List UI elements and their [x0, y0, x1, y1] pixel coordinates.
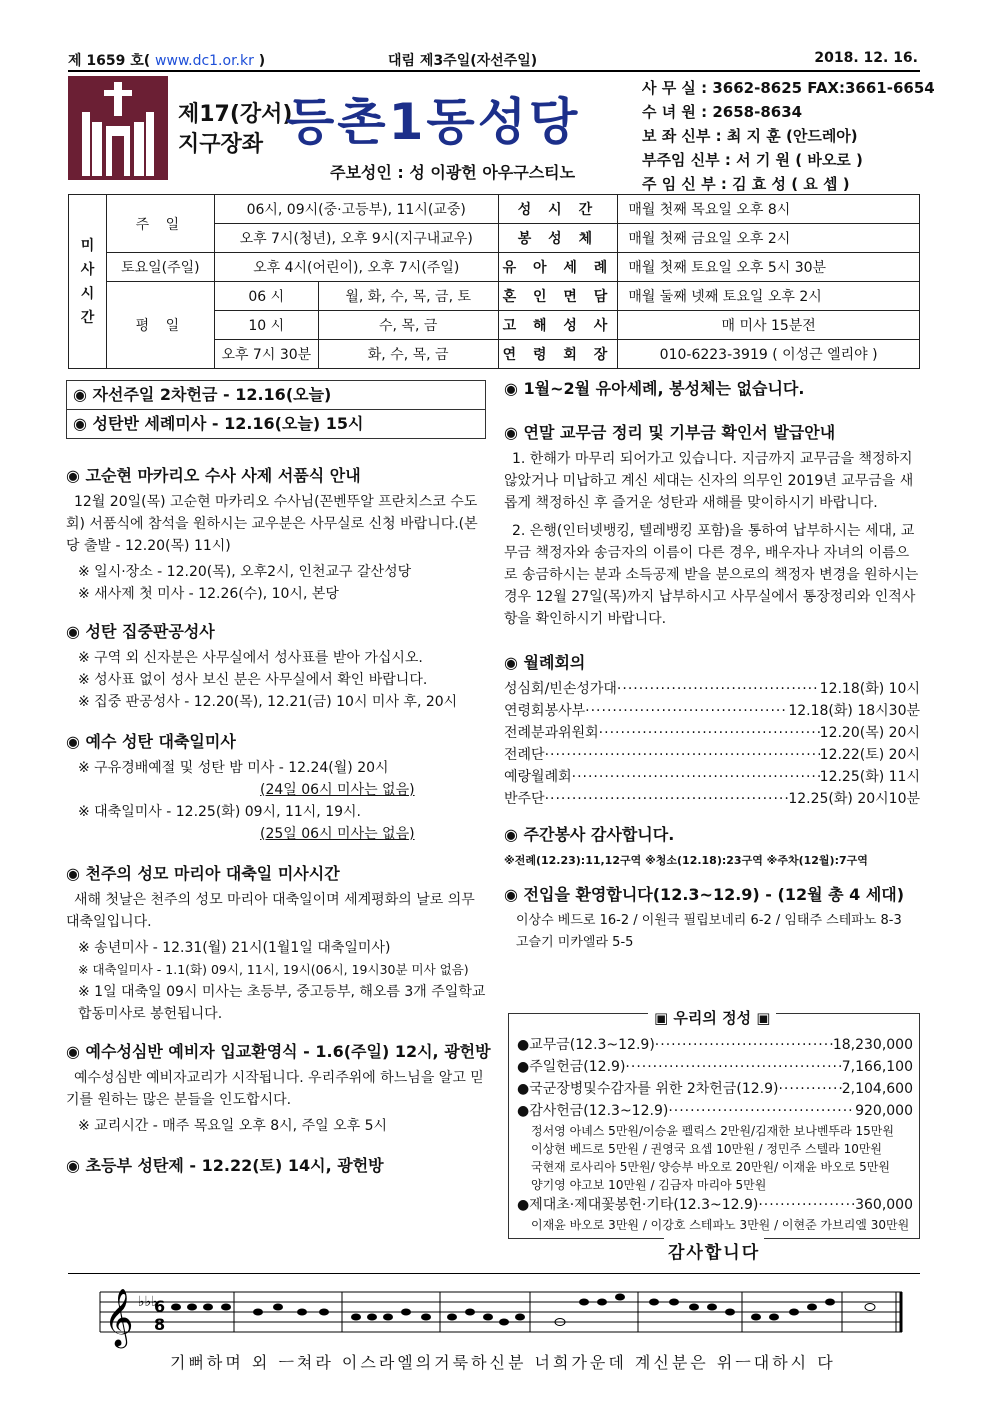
- note: ※ 1일 대축일 09시 미사는 초등부, 중고등부, 해오름 3개 주일학교 합동미사로 봉헌됩니다.: [78, 984, 486, 1022]
- svg-text:♭♭♭: ♭♭♭: [138, 1294, 158, 1310]
- list-item: 전례단 ····· 12.22(토) 20시: [504, 744, 920, 766]
- issue-number: 제 1659 호( www.dc1.or.kr ): [68, 53, 266, 69]
- note-sub: (24일 06시 미사는 없음): [260, 782, 415, 798]
- liturgical-title: 대림 제3주일(자선주일): [388, 53, 538, 69]
- thanks-label: 감사합니다: [664, 1238, 764, 1263]
- sunday-times-1: 06시, 09시(중·고등부), 11시(교중): [214, 195, 498, 224]
- note-sub: (25일 06시 미사는 없음): [260, 826, 415, 842]
- hymn-lyric: 기뻐하며 외 ㅡ쳐라 이스라엘의거룩하신분 너희가운데 계신분은 위ㅡ대하시 다: [170, 1353, 836, 1372]
- service-time: 매월 첫째 금요일 오후 2시: [618, 224, 920, 253]
- note: ※ 교리시간 - 매주 목요일 오후 8시, 주일 오후 5시: [78, 1118, 388, 1134]
- offering-box: [508, 1013, 920, 1239]
- meeting-list: [504, 678, 920, 810]
- church-logo: [68, 76, 168, 180]
- service-label: 고 해 성 사: [498, 311, 618, 340]
- section-body: 2. 은행(인터넷뱅킹, 텔레뱅킹 포함)을 통하여 납부하시는 세대, 교무금 책정자와 송금자의 이름이 다른 경우, 배우자나 자녀의 이름으로 송금하시는 분과 소득공제 받을 분으로의 책정자 변경을 원하시는 경우 12월 27일(목)까지 납부하시고 사무실에서 통장정리와 인적사항을 확인하시기 바랍니다.: [504, 523, 919, 627]
- mass-schedule-table: [68, 194, 920, 369]
- weekday-days: 월, 화, 수, 목, 금, 토: [318, 282, 498, 311]
- sunday-times-2: 오후 7시(청년), 오후 9시(지구내교우): [214, 224, 498, 253]
- section-body: ※전례(12.23):11,12구역 ※청소(12.18):23구역 ※주차(12월):7구역: [504, 854, 868, 867]
- list-item: 연령회봉사부 ····· 12.18(화) 18시30분: [504, 700, 920, 722]
- list-item: ●감사헌금(12.3~12.9) ····· 920,000: [517, 1100, 913, 1122]
- service-time: 매월 둘째 넷째 토요일 오후 2시: [618, 282, 920, 311]
- music-staff: [90, 1282, 910, 1350]
- divider: [68, 1273, 920, 1274]
- service-time: 매월 첫째 목요일 오후 8시: [618, 195, 920, 224]
- contact-info: 사 무 실 : 3662-8625 FAX:3661-6654 수 녀 원 : 2658-8634 보 좌 신부 : 최 지 훈 (안드레아) 부주임 신부 : 서 기 원 ( 바오로 ) 주 임 신 부 : 김 효 성 ( 요 셉 ): [642, 79, 935, 193]
- note: ※ 구역 외 신자분은 사무실에서 성사표를 받아 가십시오.: [78, 650, 423, 666]
- weekday-time: 10 시: [214, 311, 318, 340]
- section-body: 예수성심반 예비자교리가 시작됩니다. 우리주위에 하느님을 알고 믿기를 원하는 많은 분들을 인도합시다.: [66, 1070, 484, 1108]
- service-label: 혼 인 면 담: [498, 282, 618, 311]
- service-time: 매월 첫째 토요일 오후 5시 30분: [618, 253, 920, 282]
- note: ※ 대축일미사 - 12.25(화) 09시, 11시, 19시.: [78, 804, 361, 820]
- list-item: 예랑월례회 ····· 12.25(화) 11시: [504, 766, 920, 788]
- offering-title: ▣ 우리의 정성 ▣: [648, 1007, 776, 1028]
- service-label: 유 아 세 례: [498, 253, 618, 282]
- list-item: 전례분과위원회 ····· 12.20(목) 20시: [504, 722, 920, 744]
- list-item: 반주단 ····· 12.25(화) 20시10분: [504, 788, 920, 810]
- website-link[interactable]: www.dc1.or.kr: [155, 53, 254, 69]
- list-item: ●교무금(12.3~12.9) ····· 18,230,000: [517, 1034, 913, 1056]
- left-column: [66, 380, 491, 1181]
- mass-time-label: 미 사 시 간: [69, 195, 107, 369]
- section-title: ◉ 고순현 마카리오 수사 사제 서품식 안내: [66, 465, 486, 487]
- issue-date: 2018. 12. 16.: [814, 50, 918, 66]
- section-body: 1. 한해가 마무리 되어가고 있습니다. 지금까지 교무금을 책정하지 않았거나 미납하고 계신 세대는 신자의 의무인 2019년 교무금을 새롭게 책정하신 후 즐거운 성탄과 새해를 맞이하시기 바랍니다.: [504, 451, 914, 511]
- notice-box-1: ◉ 자선주일 2차헌금 - 12.16(오늘): [66, 380, 486, 410]
- right-column: [504, 378, 920, 954]
- note: ※ 송년미사 - 12.31(월) 21시(1월1일 대축일미사): [78, 940, 391, 956]
- section-title: ◉ 예수성심반 예비자 입교환영식 - 1.6(주일) 12시, 광헌방: [66, 1041, 486, 1063]
- section-title: ◉ 1월~2월 유아세례, 봉성체는 없습니다.: [504, 378, 920, 400]
- service-label: 봉 성 체: [498, 224, 618, 253]
- parish-name: 등촌1동성당: [286, 93, 581, 151]
- section-body: 이상수 베드로 16-2 / 이원극 필립보네리 6-2 / 임태주 스테파노 8-3: [516, 913, 902, 928]
- section-title: ◉ 예수 성탄 대축일미사: [66, 731, 486, 753]
- district-label: 제17(강서) 지구장좌: [178, 102, 293, 157]
- note: ※ 성사표 없이 성사 보신 분은 사무실에서 확인 바랍니다.: [78, 672, 428, 688]
- svg-text:8: 8: [154, 1315, 166, 1334]
- list-item: ●제대초·제대꽃봉헌·기타(12.3~12.9) ····· 360,000: [517, 1194, 913, 1216]
- service-label: 성 시 간: [498, 195, 618, 224]
- note: ※ 대축일미사 - 1.1(화) 09시, 11시, 19시(06시, 19시30분 미사 없음): [78, 962, 469, 977]
- section-title: ◉ 천주의 성모 마리아 대축일 미사시간: [66, 863, 486, 885]
- weekday-time: 오후 7시 30분: [214, 340, 318, 369]
- list-item: ●국군장병및수감자를 위한 2차헌금(12.9) ····· 2,104,600: [517, 1078, 913, 1100]
- note: ※ 집중 판공성사 - 12.20(목), 12.21(금) 10시 미사 후, 20시: [78, 694, 458, 710]
- sunday-label: 주 일: [106, 195, 214, 253]
- weekday-days: 수, 목, 금: [318, 311, 498, 340]
- list-item: ●주일헌금(12.9) ····· 7,166,100: [517, 1056, 913, 1078]
- section-title: ◉ 성탄 집중판공성사: [66, 621, 486, 643]
- list-item: 성심회/빈손성가대 ····· 12.18(화) 10시: [504, 678, 920, 700]
- donor-list: 정서영 아녜스 5만원/이승윤 펠릭스 2만원/김재한 보나벤뚜라 15만원 이상현 베드로 5만원 / 권영국 요셉 10만원 / 정민주 스텔라 10만원 국현재 로사리아 5만원/ 양승부 바오로 20만원/ 이재윤 바오로 5만원 양기영 야고보 10만원 / 김금자 마리아 5만원: [531, 1124, 894, 1192]
- donor-list: 이재윤 바오로 3만원 / 이강호 스테파노 3만원 / 이현준 가브리엘 30만원: [531, 1218, 910, 1232]
- weekday-time: 06 시: [214, 282, 318, 311]
- note: ※ 구유경배예절 및 성탄 밤 미사 - 12.24(월) 20시: [78, 760, 389, 776]
- svg-text:𝄞: 𝄞: [104, 1288, 134, 1346]
- section-body: 고슬기 미카엘라 5-5: [516, 935, 634, 950]
- section-title: ◉ 전입을 환영합니다(12.3~12.9) - (12월 총 4 세대): [504, 884, 920, 906]
- svg-text:6: 6: [154, 1297, 166, 1316]
- service-label: 연 령 회 장: [498, 340, 618, 369]
- saturday-times: 오후 4시(어린이), 오후 7시(주일): [214, 253, 498, 282]
- service-time: 010-6223-3919 ( 이성근 엘리야 ): [618, 340, 920, 369]
- section-title: ◉ 연말 교무금 정리 및 기부금 확인서 발급안내: [504, 422, 920, 444]
- section-body: 새해 첫날은 천주의 성모 마리아 대축일이며 세계평화의 날로 의무대축일입니다.: [66, 892, 475, 930]
- saturday-label: 토요일(주일): [106, 253, 214, 282]
- issue-header-line: [68, 50, 920, 72]
- weekday-days: 화, 수, 목, 금: [318, 340, 498, 369]
- section-title: ◉ 초등부 성탄제 - 12.22(토) 14시, 광헌방: [66, 1155, 486, 1177]
- patron-saint: 주보성인 : 성 이광헌 아우구스티노: [330, 163, 576, 182]
- section-title: ◉ 주간봉사 감사합니다.: [504, 824, 920, 846]
- service-time: 매 미사 15분전: [618, 311, 920, 340]
- section-title: ◉ 월례회의: [504, 652, 920, 674]
- note: ※ 새사제 첫 미사 - 12.26(수), 10시, 본당: [78, 586, 339, 602]
- section-body: 12월 20일(목) 고순현 마카리오 수사님(꼰벤뚜알 프란치스코 수도회) 서품식에 참석을 원하시는 교우분은 사무실로 신청 바랍니다.(본당 출발 - 12.20(목) 11시): [66, 494, 478, 554]
- weekday-label: 평 일: [106, 282, 214, 369]
- notice-box-2: ◉ 성탄반 세례미사 - 12.16(오늘) 15시: [66, 410, 486, 439]
- note: ※ 일시·장소 - 12.20(목), 오후2시, 인천교구 갈산성당: [78, 564, 412, 580]
